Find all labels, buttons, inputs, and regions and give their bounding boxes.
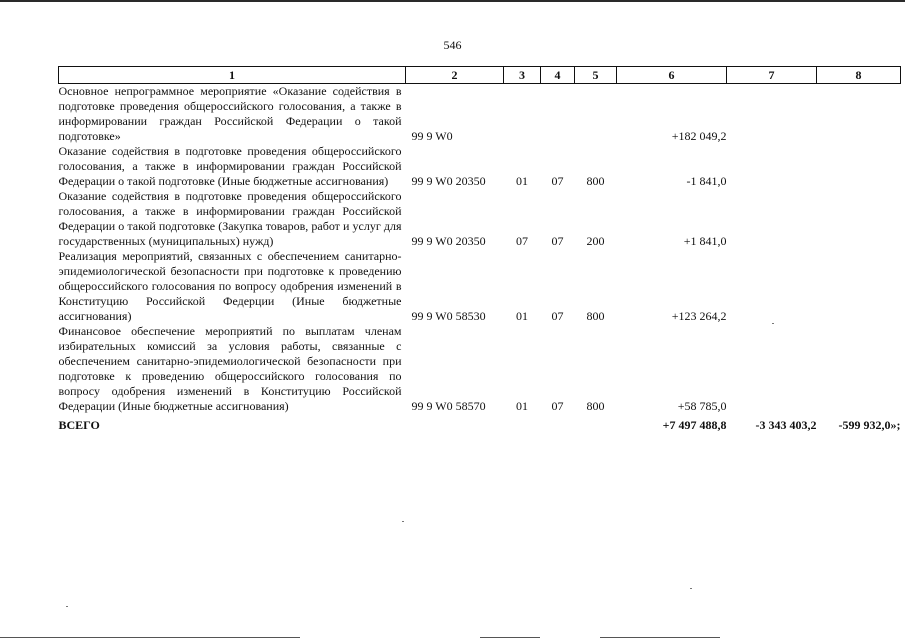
row-target-code: 99 9 W0 58570 [411, 399, 486, 413]
scan-speck [66, 606, 68, 607]
table-row [59, 324, 901, 414]
row-expense-type [575, 84, 617, 145]
row-target-code: 99 9 W0 58530 [411, 309, 486, 323]
row-target-code: 99 9 W0 20350 [411, 174, 486, 188]
total-empty-cell [504, 414, 541, 433]
column-header: 4 [541, 67, 575, 84]
total-empty-cell [575, 414, 617, 433]
table-row [59, 144, 901, 189]
row-amount-2 [727, 144, 817, 189]
row-amount-2 [727, 84, 817, 145]
table-header-row [59, 67, 901, 84]
column-header: 8 [817, 67, 901, 84]
row-amount: +58 785,0 [677, 399, 727, 413]
row-amount-2 [727, 324, 817, 414]
row-description: Основное непрограммное мероприятие «Оказание содействия в подготовке проведения общероссийского голосования, а также в информировании граждан Российской Федерации о такой подготовке» [58, 84, 402, 143]
scan-speck [772, 323, 774, 324]
row-description: Оказание содействия в подготовке проведения общероссийского голосования, а также в информировании граждан Российской Федерации о такой подготовке (Закупка товаров, работ и услуг для государственных (муниципальных) нужд) [58, 189, 402, 248]
row-section: 01 [516, 174, 528, 188]
column-header: 6 [617, 67, 727, 84]
row-amount: +123 264,2 [671, 309, 727, 323]
total-empty-cell [406, 414, 504, 433]
scan-bottom-edge [600, 637, 720, 638]
total-row [59, 414, 901, 433]
total-empty-cell [541, 414, 575, 433]
row-expense-type: 800 [586, 309, 605, 323]
column-header: 1 [59, 67, 406, 84]
table-row [59, 189, 901, 249]
row-amount-3 [817, 324, 901, 414]
row-section [504, 84, 541, 145]
row-section: 01 [516, 399, 528, 413]
row-amount: +182 049,2 [671, 129, 727, 143]
row-amount-3 [817, 84, 901, 145]
row-description: Реализация мероприятий, связанных с обеспечением санитарно-эпидемиологической безопасности при подготовке к проведению общероссийского голосования по вопросу одобрения изменений в Конституцию Российской Федерции (Иные бюджетные ассигнования) [58, 249, 402, 323]
row-subsection: 07 [551, 399, 564, 413]
row-target-code: 99 9 W0 [411, 129, 453, 143]
table-row [59, 84, 901, 145]
row-amount-2 [727, 189, 817, 249]
row-section: 07 [516, 234, 528, 248]
page-number: 546 [443, 38, 462, 52]
row-description: Оказание содействия в подготовке проведения общероссийского голосования, а также в информировании граждан Российской Федерации о такой подготовке (Иные бюджетные ассигнования) [58, 144, 402, 188]
row-subsection: 07 [551, 309, 564, 323]
row-expense-type: 800 [586, 399, 605, 413]
column-header: 5 [575, 67, 617, 84]
column-header: 3 [504, 67, 541, 84]
row-amount-3 [817, 249, 901, 324]
row-section: 01 [516, 309, 528, 323]
row-subsection: 07 [551, 174, 564, 188]
row-description: Финансовое обеспечение мероприятий по выплатам членам избирательных комиссий за условия работы, связанные с обеспечением санитарно-эпидемиологической безопасности при подготовке к проведению общероссийского голосования по вопросу одобрения изменений в Конституцию Российской Федерации (Иные бюджетные ассигнования) [58, 324, 402, 413]
row-subsection: 07 [551, 234, 564, 248]
row-expense-type: 200 [586, 234, 605, 248]
scan-speck [690, 588, 692, 589]
scan-speck [402, 521, 404, 522]
scan-top-edge [0, 0, 905, 2]
total-label: ВСЕГО [58, 418, 100, 432]
column-header: 7 [727, 67, 817, 84]
row-expense-type: 800 [586, 174, 605, 188]
column-header: 2 [406, 67, 504, 84]
scan-bottom-edge [480, 637, 540, 638]
row-amount-2 [727, 249, 817, 324]
total-amount: +7 497 488,8 [662, 418, 727, 432]
row-amount: +1 841,0 [683, 234, 727, 248]
row-amount-3 [817, 144, 901, 189]
row-subsection [541, 84, 575, 145]
total-amount-2: -3 343 403,2 [755, 418, 817, 432]
budget-table [58, 66, 901, 433]
row-target-code: 99 9 W0 20350 [411, 234, 486, 248]
row-amount: -1 841,0 [686, 174, 727, 188]
row-amount-3 [817, 189, 901, 249]
scan-bottom-edge [0, 637, 300, 638]
table-row [59, 249, 901, 324]
total-amount-3: -599 932,0»; [838, 418, 901, 432]
